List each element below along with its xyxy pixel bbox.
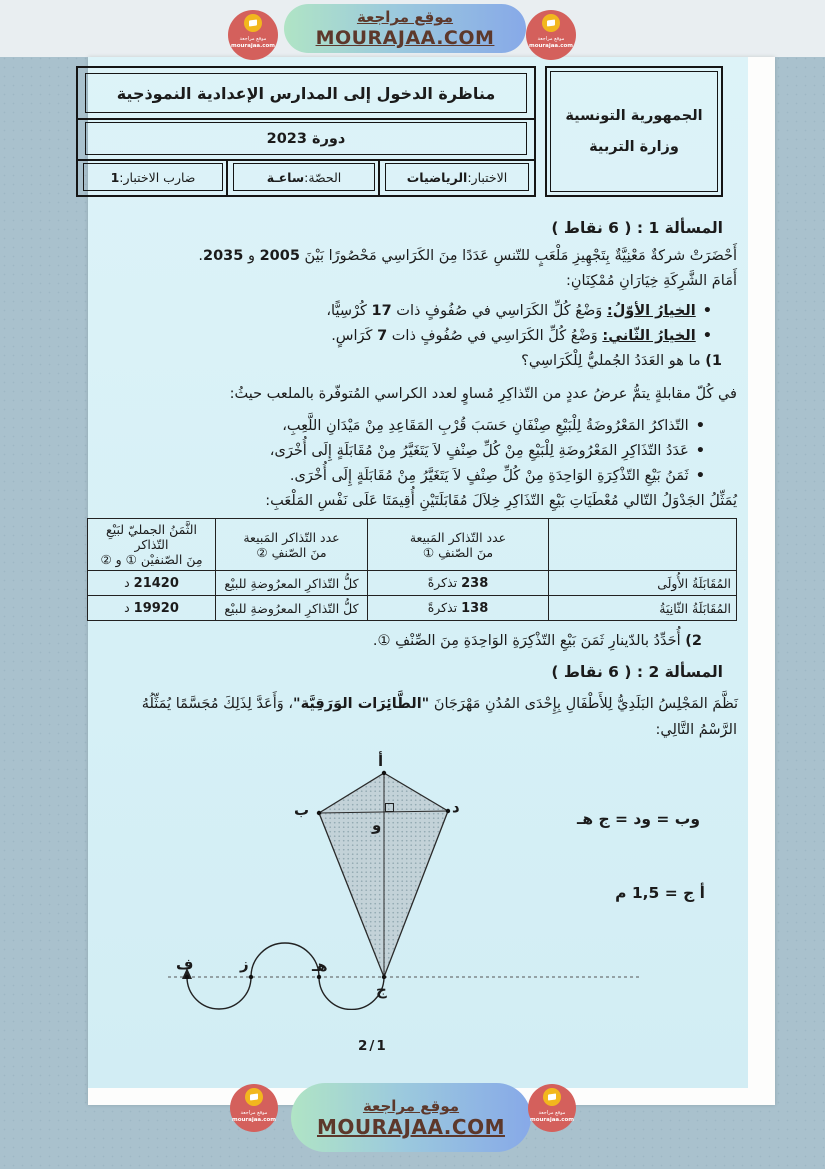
problem1-heading <box>551 216 723 240</box>
row2-sold2: كلُّ التّذاكرِ المعرُوضةِ للبيْع <box>216 596 368 621</box>
point-j <box>382 975 386 979</box>
label-point-j: ج <box>376 981 387 999</box>
option2-lead: الخيارُ الثّاني: <box>602 328 696 344</box>
point-a <box>382 771 386 775</box>
problem1-title: المسألة 1 : <box>636 219 723 237</box>
logo-text-ar: موقع مراجعة <box>538 1110 566 1116</box>
label-point-d: د <box>452 798 460 816</box>
problem2-intro-line1: نَظَّمَ المَجْلِسُ البَلَدِيُّ لِلأَطْفَالِ بِإِحْدَى المُدُنِ مَهْرَجَانَ "الطَّائِرَات الوَرَقِيَّة"، وَأَعَدَّ لِذَلِكَ مُجَسَّمًا يُمَثِّلُهُ <box>141 696 738 712</box>
label-point-a: أ <box>378 752 384 770</box>
logo-text-ar: موقع مراجعة <box>537 36 565 42</box>
problem1-points: ( 6 نقاط ) <box>551 219 637 237</box>
festival-name: "الطَّائِرَات الوَرَقِيَّة" <box>293 696 430 712</box>
site-logo-icon <box>228 10 278 60</box>
question1-number: 1) <box>705 353 722 369</box>
problem2-heading <box>551 660 723 684</box>
site-logo-icon <box>528 1084 576 1132</box>
year-2035: 2035 <box>202 248 244 264</box>
session-year: دورة 2023 <box>85 122 527 155</box>
logo-book-icon <box>244 14 262 32</box>
coefficient-cell <box>83 163 223 191</box>
duration-label: الحصّة: <box>304 169 342 185</box>
coefficient-label: ضارب الاختبار: <box>119 169 196 185</box>
problem1-question1: 1) ما هو العَدَدُ الجُمليُّ لِلْكَرَاسِي؟ <box>521 353 722 369</box>
row1-sold1: 238 تذكرةً <box>368 571 549 596</box>
site-url: MOURAJAA.COM <box>317 1115 505 1139</box>
site-logo-icon <box>230 1084 278 1132</box>
subject-cell <box>385 163 529 191</box>
problem1-condition3: •ثَمَنُ بَيْعِ التّذْكِرَةِ الوَاحِدَةِ مِنْ كُلِّ صِنْفٍ لاَ يَتَغَيَّرُ مِنْ مُقَابَلَةٍ إِلَى أُخْرَى. <box>289 468 705 484</box>
row1-label: المُقَابَلَةُ الأُولَى <box>549 571 737 596</box>
bullet-icon: • <box>702 328 712 344</box>
col-sold-class2: عدد التّذاكر المَبيعة منَ الصّنفِ ② <box>216 519 368 571</box>
row1-total: 21420 د <box>88 571 216 596</box>
republic-line: الجمهورية التونسية <box>565 108 703 124</box>
problem1-intro-line2: أَمَامَ الشَّرِكَةِ خِيَارَانِ مُمْكِنَانِ: <box>566 273 737 289</box>
exam-header-table <box>76 66 536 197</box>
contest-title: مناظرة الدخول إلى المدارس الإعدادية النموذجية <box>85 73 527 113</box>
site-name-arabic: موقع مراجعة <box>362 1097 460 1115</box>
logo-text-en: mourajaa.com <box>231 1117 277 1123</box>
problem1-condition1: •التّذاكرُ المَعْرُوضَةُ لِلْبَيْعِ صِنْفَانِ حَسَبَ قُرْبِ المَقَاعِدِ مِنْ مَيْدَانِ اللَّعِبِ، <box>282 418 705 434</box>
col-total-price: الثَّمَنُ الجمليّ لبَيْعِ التّذاكر مِنَ الصّنفيْن ① و ② <box>88 519 216 571</box>
tickets-table <box>87 518 737 621</box>
table-corner-cell <box>549 519 737 571</box>
bullet-icon: • <box>695 443 705 459</box>
equation-sides: وب = ود = ج هـ <box>577 810 700 828</box>
label-point-f: ف <box>176 955 194 973</box>
table-row <box>88 596 737 621</box>
year-2005: 2005 <box>259 248 300 264</box>
label-point-h: هـ <box>312 957 328 975</box>
equation-aj-length: أ ج = 1,5 م <box>615 884 705 902</box>
bullet-icon: • <box>695 468 705 484</box>
option1-lead: الخيارُ الأوّلُ: <box>606 303 696 319</box>
problem2-title: المسألة 2 : <box>636 663 723 681</box>
ministry-line: وزارة التربية <box>589 139 679 155</box>
logo-text-en: mourajaa.com <box>230 43 276 49</box>
row2-sold1: 138 تذكرةً <box>368 596 549 621</box>
table-intro: يُمَثِّلُ الجَدْوَلُ التّالي مُعْطَيَاتِ بَيْعِ التّذَاكِرِ خِلاَلَ مُقَابَلَتَيْنِ أُقِيمَتَا عَلَى نَفْسِ المَلْعَبِ: <box>265 493 737 509</box>
bullet-icon: • <box>702 303 712 319</box>
chairs-per-row-17: 17 <box>371 303 392 319</box>
tail-curve <box>187 943 384 1010</box>
problem2-points: ( 6 نقاط ) <box>551 663 637 681</box>
coefficient-value: 1 <box>110 169 120 185</box>
subject-value: الرياضيات <box>406 169 468 185</box>
top-banner-pill <box>284 4 526 53</box>
label-point-z: ز <box>240 955 249 973</box>
col-sold-class1: عدد التّذاكر المَبيعة منَ الصّنفِ ① <box>368 519 549 571</box>
problem1-context: في كُلّ مقابلةٍ يتمُّ عرضُ عددٍ من التّذاكِرِ مُساوٍ لعدد الكراسي المُتوفّرة بالملعب حيثُ: <box>229 386 737 402</box>
row1-sold2: كلُّ التّذاكرِ المعرُوضةِ للبيْع <box>216 571 368 596</box>
logo-book-icon <box>543 1088 561 1106</box>
problem1-question2: 2) أُحَدِّدُ بالدّينارِ ثَمَنَ بَيْعِ التّذْكِرَةِ الوَاحِدَةِ مِنَ الصِّنْفِ ①. <box>372 633 702 649</box>
logo-text-ar: موقع مراجعة <box>240 1110 268 1116</box>
republic-box <box>545 66 723 197</box>
row2-total: 19920 د <box>88 596 216 621</box>
kite-diagram <box>140 745 660 1010</box>
logo-text-ar: موقع مراجعة <box>239 36 267 42</box>
point-f <box>185 975 189 979</box>
subject-label: الاختبار: <box>467 169 508 185</box>
label-point-b: ب <box>294 801 310 819</box>
question2-number: 2) <box>685 633 702 649</box>
problem1-option1: •الخيارُ الأوّلُ: وَضْعُ كُلِّ الكَرَاسِي في صُفُوفٍ ذات 17 كُرْسِيًّا، <box>326 303 712 319</box>
point-h <box>317 975 321 979</box>
problem1-condition2: •عَدَدُ التّذَاكِرِ المَعْرُوضَةِ لِلْبَيْعِ مِنْ كُلِّ صِنْفٍ لاَ يَتَغَيَّرُ مِنْ مُقَابَلَةٍ إِلَى أُخْرَى، <box>269 443 705 459</box>
point-b <box>317 811 321 815</box>
table-row <box>88 571 737 596</box>
page-number: 2/1 <box>358 1038 388 1054</box>
problem1-intro-line1: أَحْضَرَتْ شركةٌ مَعْنِيَّةٌ بِتَجْهِيزِ مَلْعَبٍ للتّنسِ عَدَدًا مِنَ الكَرَاسِي مَحْصُورًا بَيْنَ 2005 و 2035. <box>198 248 737 264</box>
row2-label: المُقَابَلَةُ الثّانِيَةُ <box>549 596 737 621</box>
site-name-arabic: موقع مراجعة <box>356 8 454 26</box>
duration-cell <box>233 163 375 191</box>
problem1-option2: •الخيارُ الثّاني: وَضْعُ كُلِّ الكَرَاسِي في صُفُوفٍ ذات 7 كَرَاسٍ. <box>331 328 712 344</box>
site-url: MOURAJAA.COM <box>315 27 495 49</box>
label-point-w: و <box>372 816 382 834</box>
logo-text-en: mourajaa.com <box>529 1117 575 1123</box>
site-logo-icon <box>526 10 576 60</box>
logo-book-icon <box>245 1088 263 1106</box>
logo-book-icon <box>542 14 560 32</box>
point-z <box>249 975 253 979</box>
bullet-icon: • <box>695 418 705 434</box>
bottom-banner-pill <box>291 1083 531 1152</box>
point-d <box>446 809 450 813</box>
problem2-intro-line2: الرَّسْمُ التَّالِي: <box>655 722 737 738</box>
chairs-per-row-7: 7 <box>377 328 388 344</box>
duration-value: ساعـة <box>266 169 305 185</box>
logo-text-en: mourajaa.com <box>528 43 574 49</box>
